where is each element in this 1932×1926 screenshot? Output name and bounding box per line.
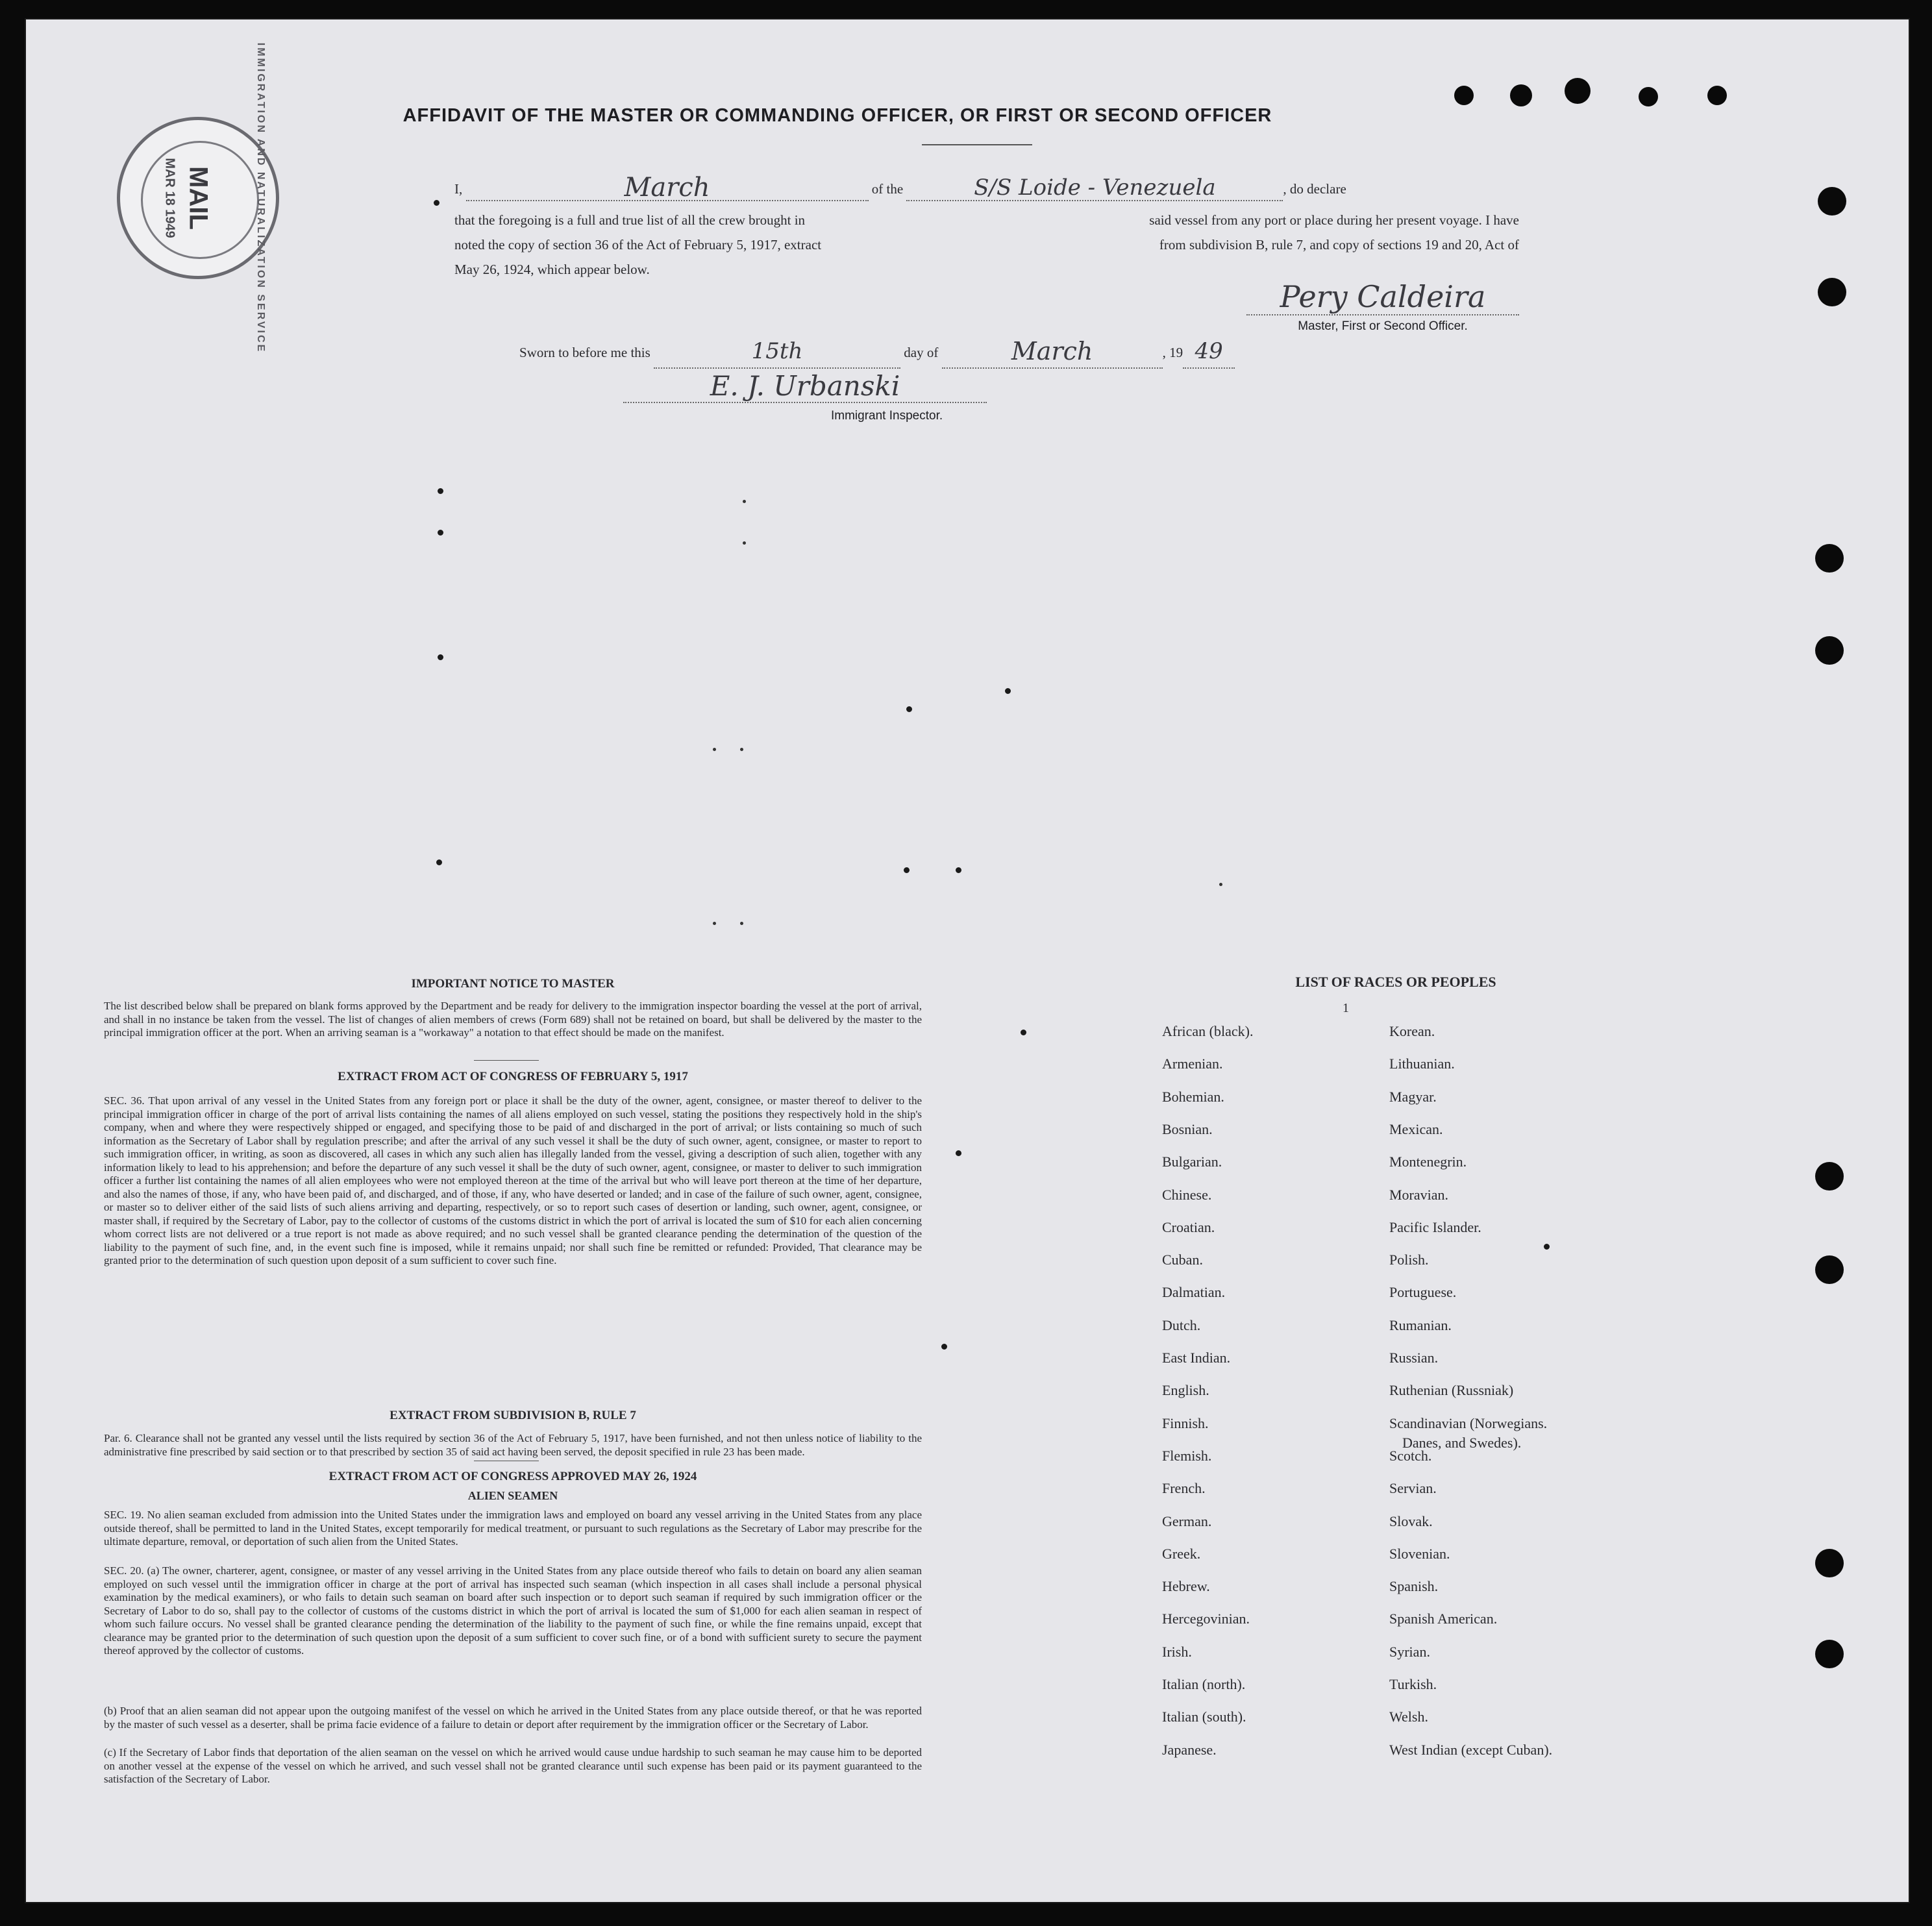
affidavit-line-3-left: noted the copy of section 36 of the Act of February 5, 1917, extract: [454, 237, 822, 253]
race-entry: African (black).: [1162, 1023, 1254, 1039]
sworn-year-handwritten: 49: [1183, 335, 1235, 369]
speck: [1005, 688, 1011, 694]
race-entry: Cuban.: [1162, 1252, 1203, 1268]
speck: [713, 748, 716, 751]
speck: [904, 867, 910, 873]
race-entry: Syrian.: [1389, 1643, 1430, 1660]
year-prefix: , 19: [1162, 345, 1183, 360]
affidavit-title: AFFIDAVIT OF THE MASTER OR COMMANDING OFFICER, OR FIRST OR SECOND OFFICER: [402, 105, 1272, 126]
speck: [1219, 883, 1222, 886]
race-entry: Spanish.: [1389, 1578, 1439, 1595]
vessel-name-handwritten: S/S Loide - Venezuela: [906, 175, 1283, 201]
affidavit-line-3: [454, 232, 1519, 257]
speck: [956, 867, 961, 873]
extract-1924-heading: EXTRACT FROM ACT OF CONGRESS APPROVED MAY 26, 1924: [328, 1470, 697, 1483]
declarant-name-handwritten: March: [466, 175, 869, 201]
race-entry: Scandinavian (Norwegians.: [1389, 1414, 1548, 1431]
extract-rule7-text: Par. 6. Clearance shall not be granted any vessel until the lists required by section 36 of the Act of February 5, 1917, have been furnished, and not then unless notice of liability to the administrative fine prescribed by said section or to that prescribed by section 35 of said act having been served, the deposit specified in rule 23 has been made.: [104, 1432, 922, 1458]
master-signature-caption: Master, First or Second Officer.: [1298, 319, 1468, 333]
race-entry: Japanese.: [1162, 1741, 1217, 1758]
title-underline: [922, 144, 1032, 145]
race-entry: Hercegovinian.: [1162, 1611, 1250, 1627]
race-entry: Italian (south).: [1162, 1709, 1246, 1725]
race-entry: Lithuanian.: [1389, 1056, 1455, 1072]
affidavit-line-1: [454, 175, 1519, 201]
race-entry: Servian.: [1389, 1480, 1437, 1497]
race-entry: Slovenian.: [1389, 1545, 1450, 1562]
race-entry: Russian.: [1389, 1350, 1439, 1366]
binder-hole: [1639, 87, 1658, 106]
race-entry: Flemish.: [1162, 1447, 1212, 1464]
race-entry: Greek.: [1162, 1545, 1201, 1562]
affidavit-line-3-right: from subdivision B, rule 7, and copy of sections 19 and 20, Act of: [1159, 237, 1519, 253]
race-entry: Korean.: [1389, 1023, 1435, 1039]
divider: [474, 1060, 539, 1061]
notice-text: The list described below shall be prepared on blank forms approved by the Department and be ready for delivery to the immigration inspector boarding the vessel at the port of arrival, and shall in no instance be taken from the vessel. The list of changes of alien members of crews (Form 689) shall not be retained on board, but shall be delivered by the master to the principal immigration officer at the port. When an arriving seaman is a "workaway" a notation to that effect should be made on the manifest.: [104, 1000, 922, 1039]
race-entry: West Indian (except Cuban).: [1389, 1741, 1553, 1758]
speck: [438, 654, 443, 660]
extract-1917-text: SEC. 36. That upon arrival of any vessel in the United States from any foreign port or place it shall be the duty of the owner, agent, consignee, or master thereof to deliver to the principal immigration officer in charge of the port of arrival lists containing the names of all aliens employed on such vessel, stating the positions they respectively hold in the ship's company, when and where they were respectively shipped or engaged, and specifying those to be paid of and discharged in the port of arrival; or lists containing so much of such information as the Secretary of Labor shall by regulation prescribe; and after the arrival of any such vessel it shall be the duty of such owner, agent, consignee, or master to report to such immigration officer, in writing, as soon as discovered, all cases in which any such alien has illegally landed from the vessel, giving a description of such alien, together with any information likely to lead to his apprehension; and before the departure of any such vessel it shall be the duty of such owner, agent, consignee, or master to deliver to such immigration officer a further list containing the names of all alien employees who were not employed thereon at the time of the arrival but who will leave port thereon at the time of her departure, and also the names of those, if any, who have been paid of, and discharged, and of those, if any, who have deserted or landed; and in case of the failure of such owner, agent, consignee, or master so to deliver either of the said lists of such aliens arriving and departing, respectively, or so to report such cases of desertion or landing, such owner, agent, consignee, or master shall, if required by the Secretary of Labor, pay to the collector of customs of the customs district in which the port of arrival is located the sum of $10 for each alien concerning whom correct lists are not delivered or a true report is not made as above required; and no such vessel shall be granted clearance pending the determination of the question of the liability to the payment of such fine, and, in the event such fine is imposed, while it remains unpaid; nor shall such fine be remitted or refunded: Provided, That clearance may be granted prior to the determination of such question upon deposit of a sum sufficient to cover such fine.: [104, 1094, 922, 1266]
speck: [434, 200, 440, 206]
sworn-prefix: Sworn to before me this: [519, 345, 650, 360]
race-entry: Magyar.: [1389, 1088, 1437, 1105]
races-heading: LIST OF RACES OR PEOPLES: [1295, 974, 1496, 990]
race-entry: English.: [1162, 1382, 1209, 1399]
race-entry: Montenegrin.: [1389, 1154, 1467, 1170]
stamp-main-text: MAIL: [184, 166, 213, 230]
race-entry: Polish.: [1389, 1252, 1429, 1268]
race-entry: Finnish.: [1162, 1414, 1209, 1431]
speck: [1544, 1244, 1550, 1250]
binder-hole: [1454, 86, 1474, 105]
speck: [906, 706, 912, 712]
race-entry: Scotch.: [1389, 1447, 1432, 1464]
speck: [956, 1150, 961, 1156]
sworn-line: [519, 335, 1235, 369]
binder-hole: [1815, 1640, 1844, 1668]
affidavit-line-4: May 26, 1924, which appear below.: [454, 262, 650, 277]
race-entry: Mexican.: [1389, 1120, 1443, 1137]
race-entry: Spanish American.: [1389, 1611, 1498, 1627]
race-entry: French.: [1162, 1480, 1206, 1497]
master-signature: Pery Caldeira: [1246, 279, 1519, 315]
mail-received-stamp: [117, 42, 279, 354]
extract-1917-heading: EXTRACT FROM ACT OF CONGRESS OF FEBRUARY 5, 1917: [338, 1070, 688, 1083]
stamp-date: MAR 18 1949: [162, 158, 177, 238]
race-entry: Dalmatian.: [1162, 1284, 1226, 1301]
race-entry: Irish.: [1162, 1643, 1192, 1660]
day-of-label: day of: [904, 345, 939, 360]
race-entry: Rumanian.: [1389, 1316, 1452, 1333]
race-entry: Armenian.: [1162, 1056, 1223, 1072]
alien-seamen-subheading: ALIEN SEAMEN: [467, 1489, 558, 1502]
affidavit-line-2: [454, 208, 1519, 232]
race-entry: Dutch.: [1162, 1316, 1201, 1333]
race-entry: Portuguese.: [1389, 1284, 1457, 1301]
affidavit-line-2-right: said vessel from any port or place during her present voyage. I have: [1149, 212, 1519, 228]
speck: [743, 500, 746, 503]
do-declare-label: , do declare: [1283, 181, 1346, 197]
binder-hole: [1565, 78, 1591, 104]
speck: [740, 748, 743, 751]
extract-1924-sec20c: (c) If the Secretary of Labor finds that deportation of the alien seaman on the vessel on which he arrived would cause undue hardship to such seaman he may cause him to be deported on another vessel at the expense of the vessel on which he arrived, and such vessel shall not be granted clearance until such expense has been paid or its payment guaranteed to the satisfaction of the Secretary of Labor.: [104, 1746, 922, 1785]
sworn-day-handwritten: 15th: [654, 335, 900, 369]
speck: [1021, 1030, 1026, 1035]
race-entry: Bohemian.: [1162, 1088, 1224, 1105]
race-entry: Moravian.: [1389, 1186, 1449, 1203]
race-entry: Bosnian.: [1162, 1120, 1213, 1137]
document-page: [26, 19, 1909, 1902]
speck: [941, 1344, 947, 1350]
race-entry: Italian (north).: [1162, 1676, 1246, 1692]
speck: [713, 922, 716, 925]
race-entry: Turkish.: [1389, 1676, 1437, 1692]
race-entry: Chinese.: [1162, 1186, 1212, 1203]
race-entry: Pacific Islander.: [1389, 1218, 1481, 1235]
speck: [438, 488, 443, 494]
pronoun: I,: [454, 181, 463, 197]
extract-rule7-heading: EXTRACT FROM SUBDIVISION B, RULE 7: [390, 1409, 636, 1422]
of-the-label: of the: [871, 181, 904, 197]
races-mark: 1: [1343, 1001, 1349, 1015]
extract-1924-sec20b: (b) Proof that an alien seaman did not appear upon the outgoing manifest of the vessel on which he arrived in the United States from any place outside thereof, or that he was reported by the master of such vessel as a deserter, shall be prima facie evidence of a failure to detain or deport after requirement by the immigration officer or the Secretary of Labor.: [104, 1705, 922, 1731]
binder-hole: [1815, 1255, 1844, 1284]
stamp-ring-text: IMMIGRATION AND NATURALIZATION SERVICE: [255, 42, 266, 354]
binder-hole: [1815, 1162, 1844, 1191]
inspector-signature: E. J. Urbanski: [623, 370, 987, 403]
affidavit-line-2-left: that the foregoing is a full and true list of all the crew brought in: [454, 212, 806, 228]
speck: [740, 922, 743, 925]
binder-hole: [1815, 1549, 1844, 1577]
speck: [436, 859, 442, 865]
race-entry: Welsh.: [1389, 1709, 1428, 1725]
binder-hole: [1510, 84, 1532, 106]
speck: [743, 541, 746, 545]
binder-hole: [1815, 544, 1844, 573]
notice-heading: IMPORTANT NOTICE TO MASTER: [411, 977, 615, 991]
speck: [438, 530, 443, 536]
race-entry: Bulgarian.: [1162, 1154, 1222, 1170]
extract-1924-sec19: SEC. 19. No alien seaman excluded from admission into the United States under the immigration laws and employed on board any vessel arriving in the United States from any place outside thereof, shall be permitted to land in the United States, except temporarily for medical treatment, or pursuant to such regulations as the Secretary of Labor may prescribe for the ultimate departure, removal, or deportation of such alien from the United States.: [104, 1509, 922, 1548]
race-entry: East Indian.: [1162, 1350, 1231, 1366]
extract-1924-sec20a: SEC. 20. (a) The owner, charterer, agent, consignee, or master of any vessel arriving in the United States from any place outside thereof who fails to detain on board any alien seaman employed on such vessel until the immigration officer in charge at the port of arrival has inspected such seaman (which inspection in all cases shall include a personal physical examination by the medical examiners), or who fails to detain such seaman on board after such inspection or to deport such seaman if required by such immigration officer or the Secretary of Labor to do so, shall pay to the collector of customs of the customs district in which the port of arrival is located the sum of $1,000 for each alien seaman in respect of whom such failure occurs. No vessel shall be granted clearance pending the determination of the liability to the payment of such fine, or while the fine remains unpaid, except that clearance may be granted prior to the determination of such question upon the deposit of a sum sufficient to cover such fine, or of a bond with sufficient surety to secure the payment thereof approved by the collector of customs.: [104, 1564, 922, 1657]
binder-hole: [1818, 278, 1846, 306]
race-entry: Danes, and Swedes).: [1402, 1434, 1522, 1451]
inspector-caption: Immigrant Inspector.: [831, 409, 943, 423]
sworn-month-handwritten: March: [942, 335, 1163, 369]
race-entry: Croatian.: [1162, 1218, 1215, 1235]
race-entry: Ruthenian (Russniak): [1389, 1382, 1514, 1399]
race-entry: German.: [1162, 1512, 1212, 1529]
binder-hole: [1818, 187, 1846, 216]
binder-hole: [1815, 636, 1844, 665]
binder-hole: [1707, 86, 1727, 105]
race-entry: Hebrew.: [1162, 1578, 1210, 1595]
race-entry: Slovak.: [1389, 1512, 1433, 1529]
